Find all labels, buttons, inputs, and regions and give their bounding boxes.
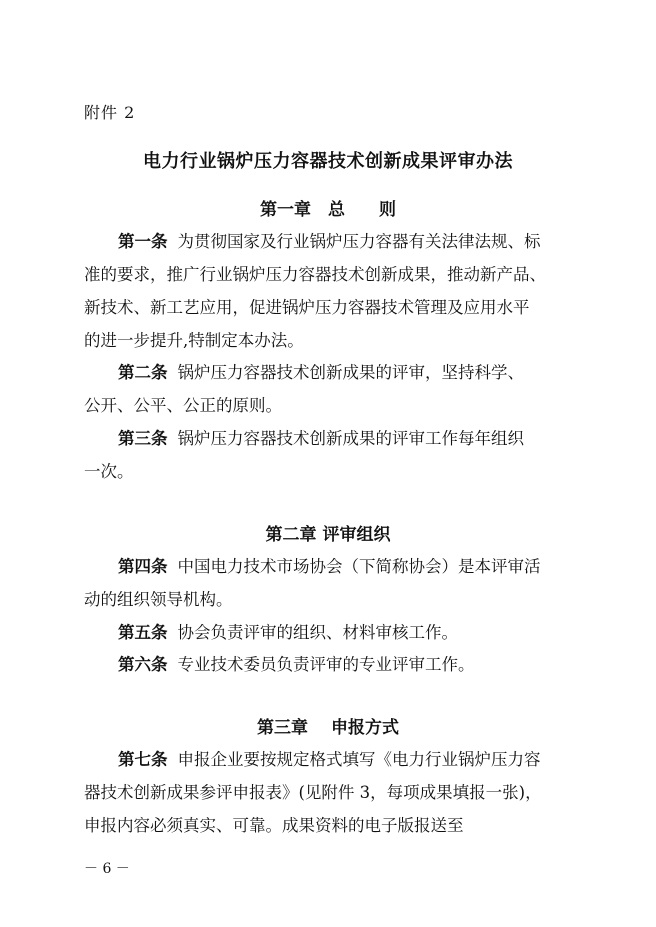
article-7-line-3: 申报内容必须真实、可靠。成果资料的电子版报送至 <box>84 816 464 835</box>
article-text: 申报企业要按规定格式填写《电力行业锅炉压力容 <box>177 750 541 769</box>
article-text: 中国电力技术市场协会（下简称协会）是本评审活 <box>177 557 541 576</box>
chapter-heading-3: 第三章 申报方式 <box>257 718 399 738</box>
attachment-label: 附件 2 <box>84 103 136 122</box>
document-title: 电力行业锅炉压力容器技术创新成果评审办法 <box>143 151 513 172</box>
article-1-line-3: 新技术、新工艺应用，促进锅炉压力容器技术管理及应用水平 <box>84 298 530 317</box>
article-7-line-2: 器技术创新成果参评申报表》(见附件 3，每项成果填报一张)， <box>84 783 542 802</box>
article-4-line-2: 动的组织领导机构。 <box>84 590 233 609</box>
article-label: 第五条 <box>118 623 168 642</box>
article-label: 第七条 <box>118 750 168 769</box>
article-2-line-1 <box>118 359 618 383</box>
article-text: 为贯彻国家及行业锅炉压力容器有关法律法规、标 <box>177 232 541 251</box>
article-7-line-1 <box>118 746 618 770</box>
article-label: 第二条 <box>118 363 168 382</box>
article-1-line-2: 准的要求，推广行业锅炉压力容器技术创新成果，推动新产品、 <box>84 265 546 284</box>
chapter-heading-1: 第一章 总 则 <box>260 200 396 220</box>
article-1-line-1 <box>118 228 618 252</box>
article-text: 锅炉压力容器技术创新成果的评审，坚持科学、 <box>177 363 524 382</box>
article-5-line-1 <box>118 619 618 643</box>
article-1-line-4: 的进一步提升,特制定本办法。 <box>84 331 304 350</box>
article-2-line-2: 公开、公平、公正的原则。 <box>84 396 282 415</box>
article-label: 第六条 <box>118 655 168 674</box>
article-text: 协会负责评审的组织、材料审核工作。 <box>177 623 458 642</box>
article-text: 锅炉压力容器技术创新成果的评审工作每年组织 <box>177 429 524 448</box>
article-3-line-2: 一次。 <box>84 462 134 481</box>
article-3-line-1 <box>118 425 618 449</box>
chapter-heading-2: 第二章 评审组织 <box>265 525 391 545</box>
article-label: 第一条 <box>118 232 168 251</box>
article-6-line-1 <box>118 651 618 675</box>
article-4-line-1 <box>118 553 618 577</box>
article-label: 第四条 <box>118 557 168 576</box>
article-label: 第三条 <box>118 429 168 448</box>
article-text: 专业技术委员负责评审的专业评审工作。 <box>177 655 475 674</box>
page-number: － 6 － <box>84 861 130 877</box>
